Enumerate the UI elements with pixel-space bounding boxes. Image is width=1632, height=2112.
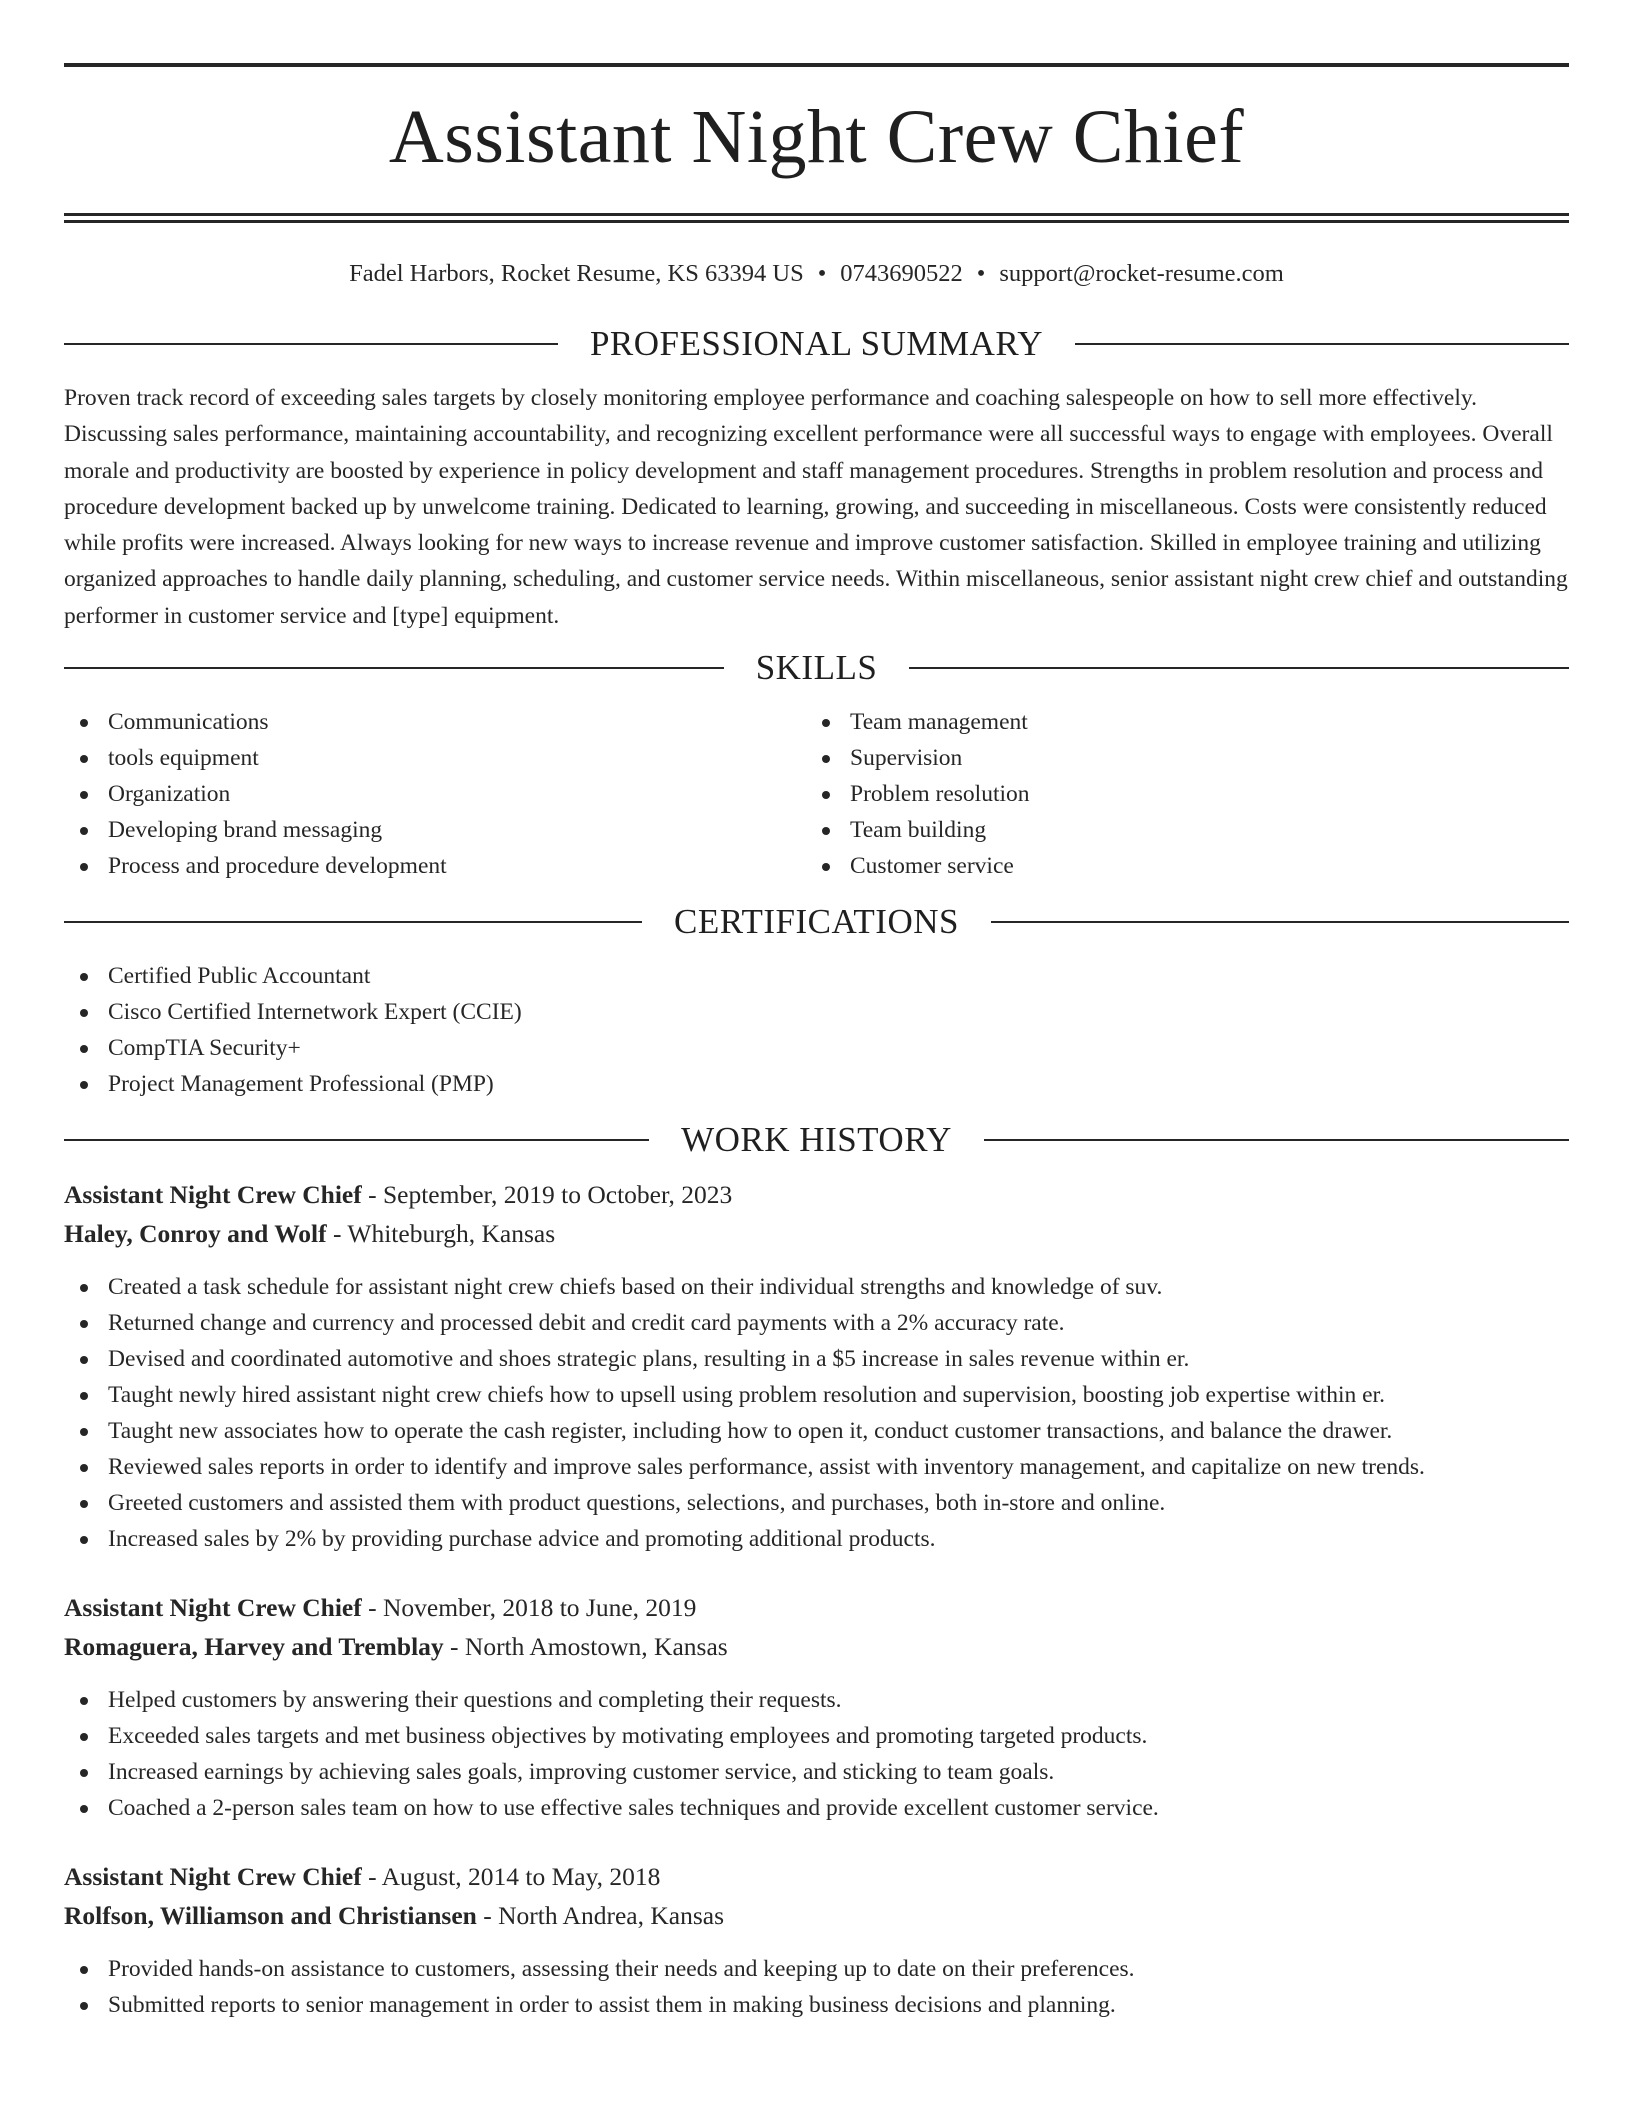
skills-list-right <box>806 704 1548 884</box>
skill-item: Developing brand messaging <box>64 812 806 848</box>
job-company: Haley, Conroy and Wolf <box>64 1218 327 1248</box>
job-bullets <box>64 1951 1569 2023</box>
certification-item: CompTIA Security+ <box>64 1030 1569 1066</box>
skill-item: Communications <box>64 704 806 740</box>
job-bullet: Returned change and currency and processed debit and credit card payments with a 2% accuracy rate. <box>64 1305 1569 1341</box>
certification-item: Certified Public Accountant <box>64 958 1569 994</box>
skill-item: Organization <box>64 776 806 812</box>
job-bullet: Greeted customers and assisted them with product questions, selections, and purchases, both in-store and online. <box>64 1485 1569 1521</box>
job-company-line <box>64 1628 1569 1667</box>
resume-title: Assistant Night Crew Chief <box>388 95 1245 179</box>
work-history-heading-text: WORK HISTORY <box>681 1120 952 1160</box>
title-double-rule <box>64 213 1569 223</box>
skill-item: tools equipment <box>64 740 806 776</box>
heading-rule <box>909 667 1569 669</box>
job-title-line <box>64 1858 1569 1897</box>
skill-item: Customer service <box>806 848 1548 884</box>
job-bullets <box>64 1269 1569 1557</box>
top-rule <box>64 63 1569 67</box>
skills-heading <box>64 646 1569 690</box>
job-location: - Whiteburgh, Kansas <box>326 1218 556 1248</box>
summary-text: Proven track record of exceeding sales targets by closely monitoring employee performance and coaching salespeople on how to sell more effectively. Discussing sales performance, maintaining accountability, and recognizing excellent performance were all successful ways to engage with employees. Overall morale and productivity are boosted by experience in policy development and staff management procedures. Strengths in problem resolution and process and procedure development backed up by unwelcome training. Dedicated to learning, growing, and succeeding in miscellaneous. Costs were consistently reduced while profits were increased. Always looking for new ways to increase revenue and improve customer satisfaction. Skilled in employee training and utilizing organized approaches to handle daily planning, scheduling, and customer service needs. Within miscellaneous, senior assistant night crew chief and outstanding performer in customer service and [type] equipment. <box>64 385 1568 629</box>
contact-separator: • <box>817 260 827 287</box>
job-bullet: Increased sales by 2% by providing purchase advice and promoting additional products. <box>64 1521 1569 1557</box>
skill-item: Team management <box>806 704 1548 740</box>
job-bullet: Increased earnings by achieving sales goals, improving customer service, and sticking to team goals. <box>64 1754 1569 1790</box>
heading-rule <box>64 921 642 923</box>
contact-line <box>64 259 1569 289</box>
contact-separator: • <box>976 260 986 287</box>
skills-columns <box>64 704 1569 884</box>
contact-address: Fadel Harbors, Rocket Resume, KS 63394 US <box>349 260 804 287</box>
job-bullets <box>64 1682 1569 1826</box>
job-entry <box>64 1858 1569 2023</box>
heading-rule <box>984 1139 1569 1141</box>
certifications-list <box>64 958 1569 1102</box>
work-history-heading <box>64 1118 1569 1162</box>
job-bullet: Taught new associates how to operate the cash register, including how to open it, conduct customer transactions, and balance the drawer. <box>64 1413 1569 1449</box>
certification-item: Project Management Professional (PMP) <box>64 1066 1569 1102</box>
contact-phone: 0743690522 <box>840 260 963 287</box>
heading-rule <box>64 667 724 669</box>
skills-list-left <box>64 704 806 884</box>
job-bullet: Created a task schedule for assistant night crew chiefs based on their individual strengths and knowledge of suv. <box>64 1269 1569 1305</box>
skill-item: Supervision <box>806 740 1548 776</box>
summary-heading-text: PROFESSIONAL SUMMARY <box>589 324 1044 363</box>
job-bullet: Taught newly hired assistant night crew chiefs how to upsell using problem resolution and supervision, boosting job expertise within er. <box>64 1377 1569 1413</box>
skill-item: Process and procedure development <box>64 848 806 884</box>
job-title: Assistant Night Crew Chief <box>64 1593 362 1623</box>
skill-item: Team building <box>806 812 1548 848</box>
certifications-heading-text: CERTIFICATIONS <box>674 902 959 942</box>
job-bullet: Helped customers by answering their questions and completing their requests. <box>64 1682 1569 1718</box>
resume-page <box>64 0 1569 2023</box>
job-bullet: Provided hands-on assistance to customers, assessing their needs and keeping up to date on their preferences. <box>64 1951 1569 1987</box>
skill-item: Problem resolution <box>806 776 1548 812</box>
job-location: - North Amostown, Kansas <box>443 1631 728 1661</box>
job-title-line <box>64 1176 1569 1215</box>
job-title: Assistant Night Crew Chief <box>64 1862 362 1892</box>
job-bullet: Coached a 2-person sales team on how to use effective sales techniques and provide excellent customer service. <box>64 1790 1569 1826</box>
job-dates: - November, 2018 to June, 2019 <box>361 1593 697 1623</box>
job-location: - North Andrea, Kansas <box>476 1900 724 1930</box>
heading-rule <box>64 1139 649 1141</box>
job-dates: - September, 2019 to October, 2023 <box>361 1180 733 1210</box>
job-entry <box>64 1589 1569 1826</box>
job-title-line <box>64 1589 1569 1628</box>
certification-item: Cisco Certified Internetwork Expert (CCIE) <box>64 994 1569 1030</box>
job-company-line <box>64 1215 1569 1254</box>
job-bullet: Devised and coordinated automotive and shoes strategic plans, resulting in a $5 increase in sales revenue within er. <box>64 1341 1569 1377</box>
skills-heading-text: SKILLS <box>755 648 878 688</box>
heading-rule <box>64 343 558 345</box>
job-bullet: Exceeded sales targets and met business objectives by motivating employees and promoting targeted products. <box>64 1718 1569 1754</box>
job-company: Rolfson, Williamson and Christiansen <box>64 1900 477 1930</box>
job-bullet: Submitted reports to senior management in order to assist them in making business decisions and planning. <box>64 1987 1569 2023</box>
certifications-heading <box>64 900 1569 944</box>
job-bullet: Reviewed sales reports in order to identify and improve sales performance, assist with inventory management, and capitalize on new trends. <box>64 1449 1569 1485</box>
job-company-line <box>64 1897 1569 1936</box>
job-entry <box>64 1176 1569 1557</box>
heading-rule <box>1075 343 1569 345</box>
job-company: Romaguera, Harvey and Tremblay <box>64 1631 444 1661</box>
heading-rule <box>991 921 1569 923</box>
summary-heading <box>64 322 1569 366</box>
job-dates: - August, 2014 to May, 2018 <box>361 1862 661 1892</box>
contact-email[interactable]: support@rocket-resume.com <box>999 260 1284 287</box>
job-title: Assistant Night Crew Chief <box>64 1180 362 1210</box>
